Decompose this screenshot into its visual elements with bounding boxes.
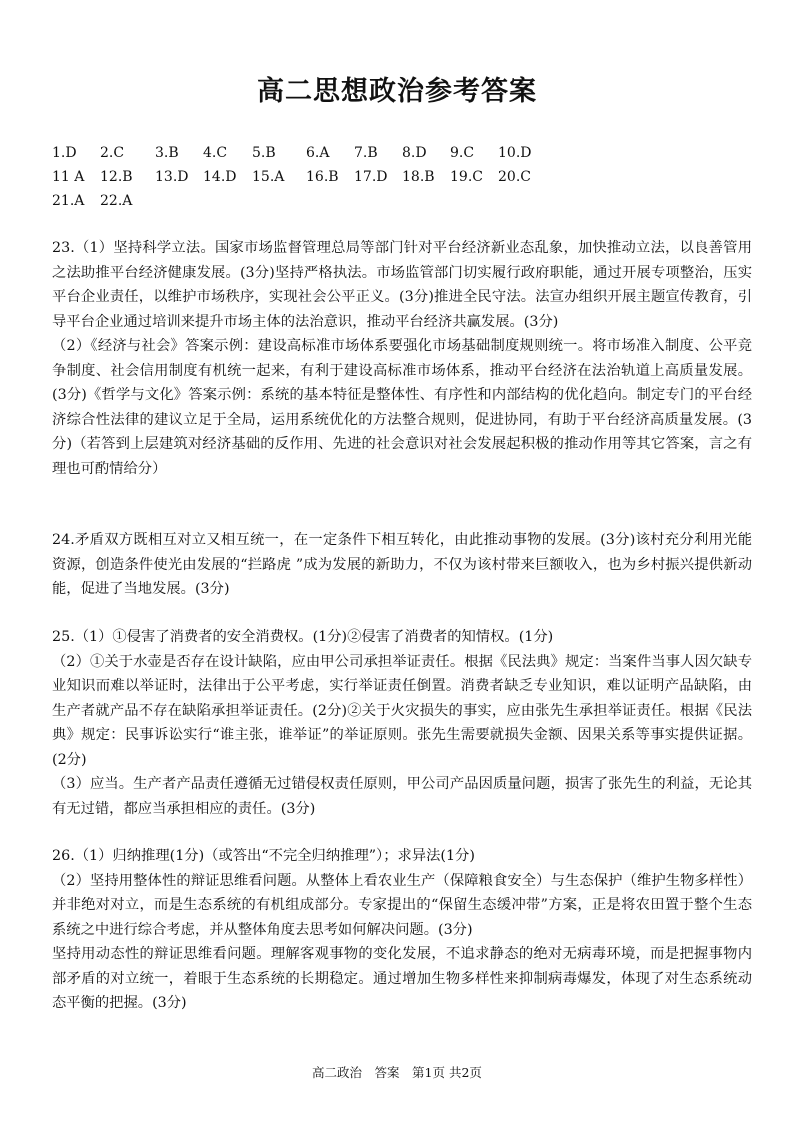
q26-part1: 26.（1）归纳推理(1分)（或答出“不完全归纳推理”）；求异法(1分) [52, 848, 475, 864]
answer-item: 17.D [354, 169, 388, 185]
answer-item: 7.B [354, 145, 378, 161]
answer-item: 3.B [155, 145, 179, 161]
answer-item: 21.A [52, 193, 85, 209]
answer-row [52, 141, 752, 165]
q25-part1: 25.（1）①侵害了消费者的安全消费权。(1分)②侵害了消费者的知情权。(1分) [52, 629, 554, 645]
choice-answers [52, 141, 752, 213]
q23-part2: （2）《经济与社会》答案示例：建设高标准市场体系要强化市场基础制度规则统一。将市场准入制度、公平竞争制度、社会信用制度有机统一起来，有利于建设高标准市场体系，推动平台经济在法治轨道上高质量发展。(3分)《哲学与文化》答案示例：系统的基本特征是整体性、有序性和内部结构的优化趋向。制定专门的平台经济综合性法律的建议立足于全局，运用系统优化的方法整合规则，促进协同，有助于平台经济高质量发展。(3分)（若答到上层建筑对经济基础的反作用、先进的社会意识对社会发展起积极的推动作用等其它答案，言之有理也可酌情给分） [52, 338, 752, 477]
answer-item: 13.D [155, 169, 189, 185]
answer-item: 10.D [498, 145, 532, 161]
q26-part3: 坚持用动态性的辩证思维看问题。理解客观事物的变化发展，不追求静态的绝对无病毒环境，而是把握事物内部矛盾的对立统一，着眼于生态系统的长期稳定。通过增加生物多样性来抑制病毒爆发，体现了对生态系统动态平衡的把握。(3分) [52, 946, 752, 1011]
answer-item: 22.A [100, 193, 133, 209]
question-24 [52, 528, 752, 602]
page-title: 高二思想政治参考答案 [257, 76, 537, 107]
answer-item: 4.C [203, 145, 228, 161]
answer-row [52, 189, 752, 213]
answer-item: 19.C [450, 169, 483, 185]
answer-item: 1.D [52, 145, 77, 161]
answer-item: 12.B [100, 169, 133, 185]
question-23 [52, 236, 752, 481]
page-footer: 高二政治 答案 第1页 共2页 [312, 1065, 482, 1080]
q23-part1: 23.（1）坚持科学立法。国家市场监督管理总局等部门针对平台经济新业态乱象，加快推动立法，以良善管用之法助推平台经济健康发展。(3分)坚持严格执法。市场监管部门切实履行政府职能，通过开展专项整治，压实平台企业责任，以维护市场秩序，实现社会公平正义。(3分)推进全民守法。法宣办组织开展主题宣传教育，引导平台企业通过培训来提升市场主体的法治意识，推动平台经济共赢发展。(3分) [52, 240, 752, 330]
question-26 [52, 844, 752, 1016]
answer-item: 2.C [100, 145, 125, 161]
q25-part2: （2）①关于水壶是否存在设计缺陷，应由甲公司承担举证责任。根据《民法典》规定：当案件当事人因欠缺专业知识而难以举证时，法律出于公平考虑，实行举证责任倒置。消费者缺乏专业知识，难以证明产品缺陷，由生产者就产品不存在缺陷承担举证责任。(2分)②关于火灾损失的事实，应由张先生承担举证责任。根据《民法典》规定：民事诉讼实行“谁主张，谁举证”的举证原则。张先生需要就损失金额、因果关系等事实提供证据。(2分) [52, 653, 752, 768]
question-25 [52, 625, 752, 821]
q24-text: 24.矛盾双方既相互对立又相互统一，在一定条件下相互转化，由此推动事物的发展。(3分)该村充分利用光能资源，创造条件使光由发展的“拦路虎 ”成为发展的新助力，不仅为该村带来巨额收入，也为乡村振兴提供新动能，促进了当地发展。(3分) [52, 532, 752, 597]
q25-part3: （3）应当。生产者产品责任遵循无过错侵权责任原则，甲公司产品因质量问题，损害了张先生的利益，无论其有无过错，都应当承担相应的责任。(3分) [52, 776, 752, 817]
answer-item: 11 A [52, 169, 85, 185]
answer-item: 14.D [203, 169, 237, 185]
answer-row [52, 165, 752, 189]
answer-item: 15.A [252, 169, 285, 185]
answer-item: 8.D [402, 145, 427, 161]
answer-item: 5.B [252, 145, 276, 161]
answer-item: 16.B [306, 169, 339, 185]
q26-part2: （2）坚持用整体性的辩证思维看问题。从整体上看农业生产（保障粮食安全）与生态保护（维护生物多样性）并非绝对对立，而是生态系统的有机组成部分。专家提出的“保留生态缓冲带”方案，正是将农田置于整个生态系统之中进行综合考虑，并从整体角度去思考如何解决问题。(3分) [52, 872, 752, 938]
answer-item: 9.C [450, 145, 475, 161]
answer-item: 6.A [306, 145, 330, 161]
answer-item: 20.C [498, 169, 531, 185]
answer-item: 18.B [402, 169, 435, 185]
